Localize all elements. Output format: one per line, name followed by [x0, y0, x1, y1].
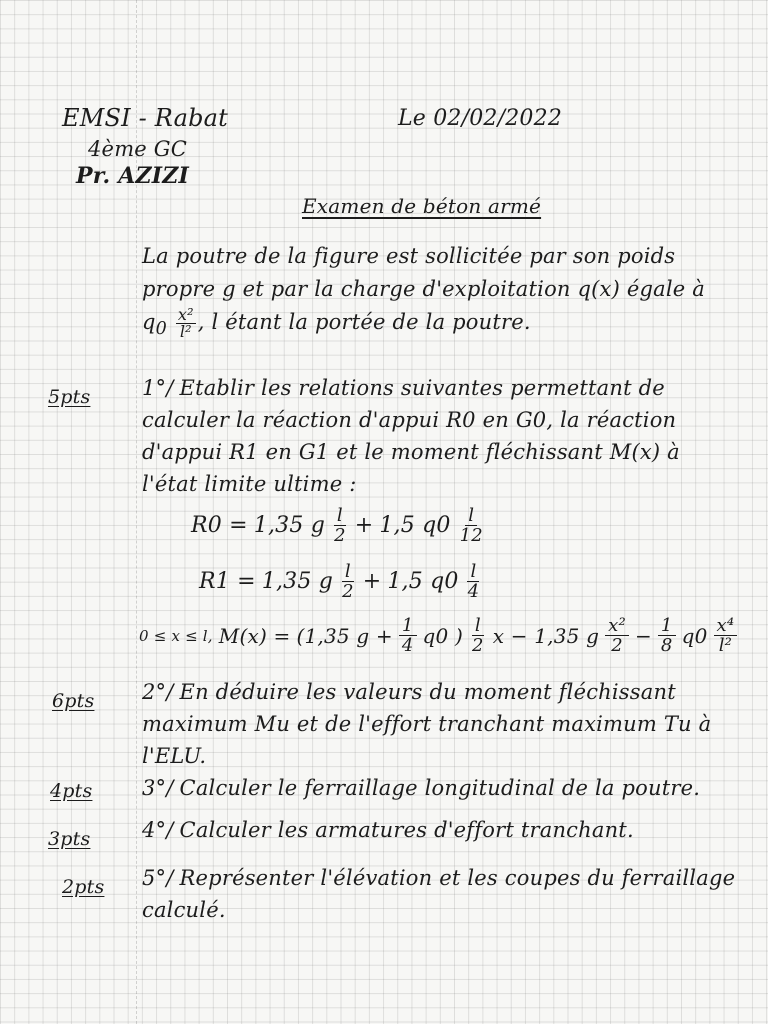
formula-mx [136, 616, 740, 655]
mx-a-num: 1 [399, 616, 417, 636]
professor-name: Pr. AZIZI [76, 163, 190, 189]
q4-points: 3pts [48, 828, 91, 850]
mx-paren-close: q0 ) [422, 623, 464, 648]
r0-frac-g [331, 506, 349, 545]
q1-text: Etablir les relations suivantes permettant de calculer la réaction d'appui R0 en G0, la réaction d'appui R1 en G1 et le moment fléchissant M(x) à l'état limite ultime : [142, 376, 680, 496]
mx-minus: − [634, 623, 652, 648]
r0-q-den: 12 [459, 525, 483, 546]
mx-a-den: 4 [401, 635, 414, 656]
q1-number: 1°/ [142, 376, 174, 400]
r0-coef-g: 1,35 g [253, 513, 326, 538]
q2-text: En déduire les valeurs du moment fléchissant maximum Mu et de l'effort tranchant maximum Tu à l'ELU. [142, 680, 712, 768]
r1-plus: + [362, 569, 382, 594]
question-3 [142, 772, 742, 804]
q3-number: 3°/ [142, 776, 174, 800]
intro-text-before: La poutre de la figure est sollicitée par son poids propre g et par la charge d'exploitation q(x) égale à q [142, 244, 705, 334]
mx-frac-b [469, 616, 487, 655]
mx-paren-open: (1,35 g + [296, 623, 393, 648]
question-1 [142, 372, 742, 500]
intro-text-after: , l étant la portée de la poutre. [197, 310, 531, 334]
r0-plus: + [354, 513, 374, 538]
q5-points: 2pts [62, 876, 105, 898]
mx-c-den: 2 [611, 635, 623, 656]
question-5 [142, 862, 742, 926]
exam-title: Examen de béton armé [302, 194, 542, 218]
r1-frac-g [339, 562, 357, 601]
r1-coef-q: 1,5 q0 [387, 569, 459, 594]
r0-lhs: R0 = [191, 513, 248, 538]
q3-text: Calculer le ferraillage longitudinal de la poutre. [179, 776, 701, 800]
mx-q0: q0 [681, 623, 708, 648]
intro-frac-num: x² [177, 305, 194, 324]
mx-lhs: M(x) = [218, 623, 291, 648]
r1-coef-g: 1,35 g [261, 569, 334, 594]
mx-x-term: x − 1,35 g [492, 623, 600, 648]
q5-text: Représenter l'élévation et les coupes du ferraillage calculé. [142, 866, 736, 922]
q3-points: 4pts [50, 780, 93, 802]
q2-points: 6pts [52, 690, 95, 712]
mx-c-num: x² [605, 616, 629, 636]
r0-frac-q [457, 506, 486, 545]
mx-b-num: l [472, 616, 484, 636]
intro-paragraph [142, 240, 732, 346]
mx-b-den: 2 [472, 635, 484, 656]
r1-q-den: 4 [467, 581, 480, 602]
exam-date: Le 02/02/2022 [398, 106, 563, 131]
mx-d-den: 8 [660, 635, 673, 656]
q4-text: Calculer les armatures d'effort tranchant. [179, 818, 634, 842]
q2-number: 2°/ [142, 680, 174, 704]
mx-domain: 0 ≤ x ≤ l, [139, 626, 213, 645]
mx-frac-e [714, 616, 738, 655]
formula-r0 [188, 506, 489, 545]
intro-q-subscript: 0 [155, 319, 167, 340]
r1-lhs: R1 = [199, 569, 256, 594]
mx-e-num: x⁴ [714, 616, 738, 636]
class-level: 4ème GC [88, 137, 188, 161]
school-name: EMSI - Rabat [62, 104, 229, 132]
intro-frac-den: l² [179, 322, 192, 341]
r0-coef-q: 1,5 q0 [379, 513, 451, 538]
mx-frac-d [658, 616, 676, 655]
q4-number: 4°/ [142, 818, 174, 842]
q1-points: 5pts [48, 386, 91, 408]
q5-number: 5°/ [142, 866, 174, 890]
question-2 [142, 676, 742, 772]
r1-frac-q [465, 562, 483, 601]
r0-g-den: 2 [334, 525, 346, 546]
question-4 [142, 814, 742, 846]
intro-fraction [176, 307, 196, 340]
r1-g-den: 2 [342, 581, 354, 602]
mx-frac-a [399, 616, 417, 655]
r1-q-num: l [467, 562, 479, 582]
r0-g-num: l [334, 506, 346, 526]
mx-e-den: l² [718, 635, 733, 656]
mx-frac-c [605, 616, 629, 655]
r1-g-num: l [342, 562, 354, 582]
r0-q-num: l [465, 506, 477, 526]
formula-r1 [196, 562, 485, 601]
mx-d-num: 1 [658, 616, 676, 636]
